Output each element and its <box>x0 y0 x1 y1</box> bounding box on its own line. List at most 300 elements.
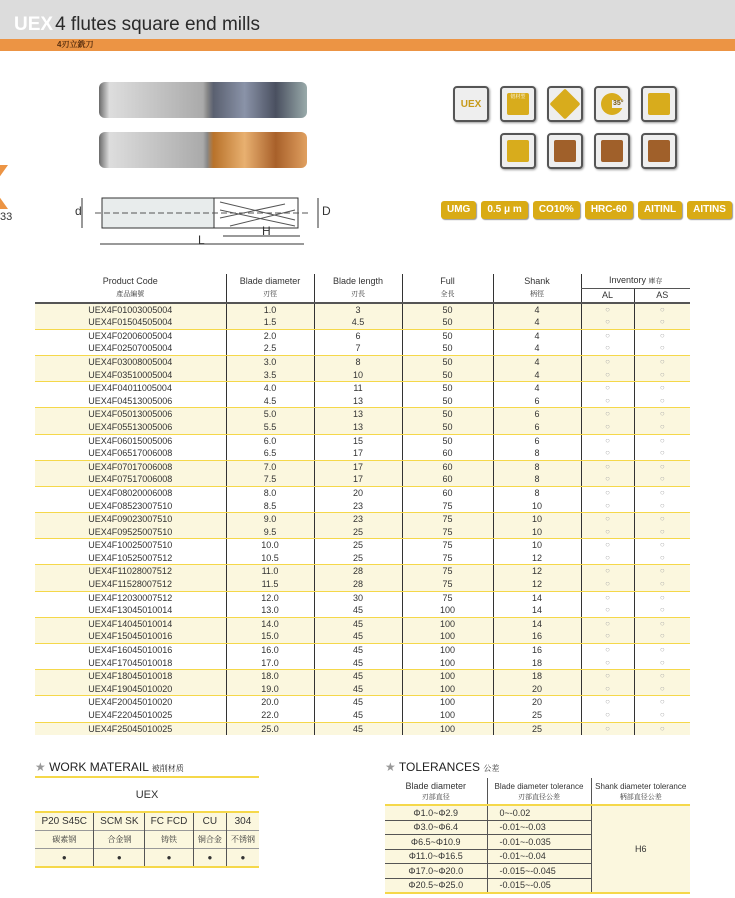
blade-length: 45 <box>314 696 402 709</box>
blade-tolerance: -0.015~-0.05 <box>487 878 591 893</box>
blade-diameter: 14.0 <box>226 617 314 630</box>
full-length: 50 <box>402 434 493 447</box>
tool-image-gold <box>99 132 307 168</box>
full-length: 50 <box>402 316 493 329</box>
table-row <box>35 552 690 565</box>
blade-diameter: 22.0 <box>226 709 314 722</box>
stock-al: ○ <box>581 709 634 722</box>
blade-length: 11 <box>314 382 402 395</box>
material-mark: ● <box>145 849 194 868</box>
table-row <box>35 316 690 329</box>
full-length: 75 <box>402 526 493 539</box>
shank: 4 <box>493 342 581 355</box>
material-mark: ● <box>193 849 226 868</box>
blade-diameter: 7.5 <box>226 473 314 486</box>
stock-as: ○ <box>634 486 690 499</box>
badge: 0.5 μ m <box>481 201 527 219</box>
header-inventory: Inventory 庫存 <box>581 274 690 289</box>
product-code: UEX4F01504505004 <box>35 316 226 329</box>
stock-al: ○ <box>581 552 634 565</box>
full-length: 100 <box>402 604 493 617</box>
table-row <box>35 644 690 657</box>
shank: 6 <box>493 395 581 408</box>
full-length: 50 <box>402 329 493 342</box>
stock-al: ○ <box>581 670 634 683</box>
stock-as: ○ <box>634 303 690 317</box>
diameter-range: Φ20.5~Φ25.0 <box>385 878 487 893</box>
tol-header-blade-tolerance: Blade diameter tolerance 刃部直径公差 <box>487 778 591 805</box>
helix-35-icon <box>594 86 630 122</box>
product-code: UEX4F15045010016 <box>35 630 226 643</box>
blade-diameter: 1.5 <box>226 316 314 329</box>
stock-as: ○ <box>634 434 690 447</box>
table-row <box>35 434 690 447</box>
stock-as: ○ <box>634 578 690 591</box>
header-shank: Shank 柄徑 <box>493 274 581 303</box>
table-row <box>35 486 690 499</box>
blade-diameter: 3.0 <box>226 355 314 368</box>
blade-diameter: 11.5 <box>226 578 314 591</box>
full-length: 60 <box>402 473 493 486</box>
blade-diameter: 12.0 <box>226 591 314 604</box>
material-en: FC FCD <box>145 812 194 831</box>
table-row <box>35 526 690 539</box>
material-mark: ● <box>226 849 259 868</box>
product-code: UEX4F07017006008 <box>35 460 226 473</box>
shank: 4 <box>493 303 581 317</box>
shoulder-milling-icon <box>594 133 630 169</box>
brand-label: UEX <box>14 14 54 35</box>
stock-as: ○ <box>634 316 690 329</box>
product-code: UEX4F16045010016 <box>88 645 173 656</box>
stock-al: ○ <box>581 395 634 408</box>
full-length: 75 <box>402 565 493 578</box>
blade-length: 17 <box>314 460 402 473</box>
table-row <box>35 539 690 552</box>
full-length: 100 <box>402 644 493 657</box>
stock-as: ○ <box>634 500 690 513</box>
table-row <box>35 355 690 368</box>
stock-al: ○ <box>581 617 634 630</box>
label-d: d <box>75 204 82 218</box>
blade-length: 45 <box>314 722 402 735</box>
material-cn: 铜合金 <box>193 831 226 849</box>
blade-length: 28 <box>314 565 402 578</box>
blade-length: 45 <box>314 670 402 683</box>
shank: 20 <box>493 683 581 696</box>
table-row <box>35 303 690 317</box>
product-code: UEX4F12030007512 <box>88 592 173 603</box>
shank: 10 <box>493 500 581 513</box>
full-length: 100 <box>402 683 493 696</box>
stock-as: ○ <box>634 447 690 460</box>
stock-as: ○ <box>634 513 690 526</box>
diameter-range: Φ11.0~Φ16.5 <box>385 849 487 864</box>
stock-al: ○ <box>581 683 634 696</box>
full-length: 60 <box>402 460 493 473</box>
stock-as: ○ <box>634 329 690 342</box>
table-row <box>35 382 690 395</box>
blade-diameter: 5.0 <box>226 408 314 421</box>
label-L: L <box>198 233 205 247</box>
dimension-diagram <box>70 190 340 250</box>
table-row <box>35 460 690 473</box>
label-D: D <box>322 204 331 218</box>
blade-length: 15 <box>314 434 402 447</box>
table-row <box>35 395 690 408</box>
diameter-range: Φ3.0~Φ6.4 <box>385 820 487 835</box>
tool-image-blue <box>99 82 307 118</box>
material-mark: ● <box>94 849 145 868</box>
header-blade-length: Blade length 刃長 <box>314 274 402 303</box>
header-as: AS <box>634 289 690 303</box>
stock-al: ○ <box>581 539 634 552</box>
blade-diameter: 19.0 <box>226 683 314 696</box>
material-en: SCM SK <box>94 812 145 831</box>
work-material-table <box>35 811 259 868</box>
blade-diameter: 11.0 <box>226 565 314 578</box>
blade-diameter: 25.0 <box>226 722 314 735</box>
material-cn: 合金钢 <box>94 831 145 849</box>
stock-al: ○ <box>581 303 634 317</box>
table-row <box>35 617 690 630</box>
tol-header-blade-diameter: Blade diameter 刃部直径 <box>405 780 467 801</box>
blade-length: 13 <box>314 395 402 408</box>
shank: 8 <box>493 486 581 499</box>
stock-as: ○ <box>634 670 690 683</box>
blade-length: 28 <box>314 578 402 591</box>
product-code: UEX4F06015005006 <box>88 435 173 446</box>
table-row <box>35 604 690 617</box>
material-cn: 铸铁 <box>145 831 194 849</box>
shank: 18 <box>493 657 581 670</box>
product-code: UEX4F08020006008 <box>88 487 173 498</box>
work-material-row <box>35 831 259 849</box>
page-number: 33 <box>0 211 13 223</box>
shank: 12 <box>493 578 581 591</box>
full-length: 50 <box>402 342 493 355</box>
shank: 4 <box>493 382 581 395</box>
product-code: UEX4F02006005004 <box>88 330 173 341</box>
stock-as: ○ <box>634 526 690 539</box>
shank: 16 <box>493 644 581 657</box>
blade-diameter: 6.0 <box>226 434 314 447</box>
product-code: UEX4F22045010025 <box>35 709 226 722</box>
table-row <box>35 408 690 421</box>
blade-diameter: 1.0 <box>226 303 314 317</box>
material-cn: 不锈钢 <box>226 831 259 849</box>
shank: 4 <box>493 316 581 329</box>
blade-diameter: 13.0 <box>226 604 314 617</box>
blade-length: 17 <box>314 473 402 486</box>
stock-as: ○ <box>634 539 690 552</box>
work-series: UEX <box>135 789 159 801</box>
stock-al: ○ <box>581 342 634 355</box>
product-code: UEX4F08523007510 <box>35 500 226 513</box>
product-code: UEX4F03008005004 <box>35 355 226 368</box>
diameter-range: Φ17.0~Φ20.0 <box>385 864 487 879</box>
table-row <box>35 591 690 604</box>
tolerances-title: ★ TOLERANCES 公差 <box>385 760 500 774</box>
table-row <box>35 513 690 526</box>
page-title <box>14 14 260 36</box>
blade-diameter: 10.5 <box>226 552 314 565</box>
stock-as: ○ <box>634 591 690 604</box>
blade-tolerance: -0.01~-0.035 <box>487 835 591 850</box>
stock-as: ○ <box>634 473 690 486</box>
slot-milling-icon <box>641 133 677 169</box>
blade-diameter: 6.5 <box>226 447 314 460</box>
blade-diameter: 8.0 <box>226 486 314 499</box>
stock-al: ○ <box>581 382 634 395</box>
table-row <box>35 342 690 355</box>
work-material-row <box>35 849 259 868</box>
table-row <box>35 683 690 696</box>
blade-tolerance: -0.01~-0.04 <box>487 849 591 864</box>
blade-length: 10 <box>314 369 402 382</box>
material-en: 304 <box>226 812 259 831</box>
shank: 12 <box>493 565 581 578</box>
material-en: P20 S45C <box>41 816 88 827</box>
shank: 8 <box>493 447 581 460</box>
stock-al: ○ <box>581 408 634 421</box>
stock-al: ○ <box>581 355 634 368</box>
blade-tolerance: -0.01~-0.03 <box>487 820 591 835</box>
cutting-direction-icon <box>500 133 536 169</box>
shank: 18 <box>493 670 581 683</box>
stock-as: ○ <box>634 552 690 565</box>
product-code: UEX4F25045010025 <box>35 722 226 735</box>
table-row <box>35 709 690 722</box>
blade-length: 45 <box>314 644 402 657</box>
stock-as: ○ <box>634 604 690 617</box>
table-row <box>35 696 690 709</box>
shank: 14 <box>493 604 581 617</box>
tol-header-shank-tolerance: Shank diameter tolerance 柄部直径公差 <box>591 778 690 805</box>
full-length: 75 <box>402 539 493 552</box>
blade-diameter: 4.0 <box>226 382 314 395</box>
stock-as: ○ <box>634 630 690 643</box>
shank: 12 <box>493 552 581 565</box>
blade-length: 8 <box>314 355 402 368</box>
shank: 25 <box>493 709 581 722</box>
shank: 4 <box>493 355 581 368</box>
table-row <box>35 473 690 486</box>
full-length: 50 <box>402 369 493 382</box>
badge: CO10% <box>533 201 580 219</box>
blade-diameter: 3.5 <box>226 369 314 382</box>
blade-length: 13 <box>314 421 402 434</box>
full-length: 75 <box>402 500 493 513</box>
helix-icon <box>641 86 677 122</box>
table-row <box>35 670 690 683</box>
divider <box>35 776 259 778</box>
blade-length: 45 <box>314 617 402 630</box>
blade-tolerance: 0~-0.02 <box>487 805 591 820</box>
stock-al: ○ <box>581 486 634 499</box>
blade-diameter: 9.5 <box>226 526 314 539</box>
stock-as: ○ <box>634 657 690 670</box>
stock-al: ○ <box>581 421 634 434</box>
stock-al: ○ <box>581 434 634 447</box>
product-code: UEX4F09525007510 <box>35 526 226 539</box>
shank: 10 <box>493 513 581 526</box>
blade-diameter: 2.0 <box>226 329 314 342</box>
blade-length: 45 <box>314 683 402 696</box>
product-code: UEX4F11528007512 <box>35 578 226 591</box>
product-code: UEX4F19045010020 <box>35 683 226 696</box>
blade-length: 45 <box>314 630 402 643</box>
stock-al: ○ <box>581 644 634 657</box>
blade-length: 6 <box>314 329 402 342</box>
product-code: UEX4F05513005006 <box>35 421 226 434</box>
full-length: 50 <box>402 355 493 368</box>
stock-as: ○ <box>634 617 690 630</box>
full-length: 60 <box>402 447 493 460</box>
product-code: UEX4F01003005004 <box>35 303 226 317</box>
side-milling-icon <box>547 133 583 169</box>
header-blade-diameter: Blade diameter 刃徑 <box>226 274 314 303</box>
tool-type-icon <box>500 86 536 122</box>
blade-diameter: 16.0 <box>226 644 314 657</box>
stock-al: ○ <box>581 316 634 329</box>
stock-as: ○ <box>634 709 690 722</box>
product-code: UEX4F11028007512 <box>35 565 226 578</box>
stock-as: ○ <box>634 395 690 408</box>
blade-length: 4.5 <box>314 316 402 329</box>
product-code: UEX4F18045010018 <box>35 670 226 683</box>
stock-al: ○ <box>581 604 634 617</box>
shank: 6 <box>493 421 581 434</box>
product-code: UEX4F06517006008 <box>35 447 226 460</box>
shank: 6 <box>493 434 581 447</box>
blade-length: 13 <box>314 408 402 421</box>
product-code: UEX4F09023007510 <box>35 513 226 526</box>
blade-diameter: 15.0 <box>226 630 314 643</box>
product-code: UEX4F04513005006 <box>35 395 226 408</box>
shank: 8 <box>493 473 581 486</box>
stock-al: ○ <box>581 565 634 578</box>
blade-diameter: 8.5 <box>226 500 314 513</box>
stock-as: ○ <box>634 696 690 709</box>
full-length: 75 <box>402 513 493 526</box>
product-code: UEX4F04011005004 <box>88 383 172 394</box>
diameter-range: Φ6.5~Φ10.9 <box>385 835 487 850</box>
badge: AITINL <box>638 201 682 219</box>
blade-length: 25 <box>314 526 402 539</box>
side-tab-icon <box>0 165 8 209</box>
stock-al: ○ <box>581 500 634 513</box>
tool-type-label: 铝材型 <box>510 94 526 100</box>
shank: 6 <box>493 408 581 421</box>
stock-al: ○ <box>581 460 634 473</box>
product-code: UEX4F13045010014 <box>35 604 226 617</box>
full-length: 50 <box>402 421 493 434</box>
full-length: 100 <box>402 696 493 709</box>
table-row <box>35 329 690 342</box>
stock-al: ○ <box>581 657 634 670</box>
full-length: 100 <box>402 630 493 643</box>
stock-as: ○ <box>634 342 690 355</box>
stock-al: ○ <box>581 630 634 643</box>
shank-tolerance: H6 <box>591 805 690 893</box>
shank: 25 <box>493 722 581 735</box>
blade-length: 7 <box>314 342 402 355</box>
badge: AITINS <box>687 201 732 219</box>
table-row <box>35 421 690 434</box>
table-row <box>35 630 690 643</box>
blade-diameter: 18.0 <box>226 670 314 683</box>
shank: 14 <box>493 591 581 604</box>
stock-al: ○ <box>581 329 634 342</box>
stock-as: ○ <box>634 369 690 382</box>
product-code: UEX4F07517006008 <box>35 473 226 486</box>
subtitle: 4刃立銑刀 <box>57 40 94 49</box>
product-code: UEX4F03510005004 <box>35 369 226 382</box>
material-en: CU <box>193 812 226 831</box>
shank: 10 <box>493 539 581 552</box>
label-H: H <box>262 224 271 238</box>
full-length: 100 <box>402 722 493 735</box>
full-length: 50 <box>402 303 493 317</box>
shank: 4 <box>493 369 581 382</box>
full-length: 50 <box>402 395 493 408</box>
full-length: 100 <box>402 657 493 670</box>
badge: UMG <box>441 201 476 219</box>
full-length: 75 <box>402 552 493 565</box>
uex-logo-icon: UEX <box>453 86 489 122</box>
work-material-title: ★ WORK MATERAIL 被削材质 <box>35 760 184 774</box>
four-flute-icon <box>547 86 583 122</box>
header-al: AL <box>581 289 634 303</box>
table-row <box>35 657 690 670</box>
shank: 8 <box>493 460 581 473</box>
helix-angle-label: 35° <box>613 100 624 107</box>
shank: 20 <box>493 696 581 709</box>
stock-al: ○ <box>581 578 634 591</box>
material-cn: 碳素钢 <box>52 835 77 844</box>
blade-length: 17 <box>314 447 402 460</box>
blade-diameter: 17.0 <box>226 657 314 670</box>
blade-diameter: 20.0 <box>226 696 314 709</box>
stock-al: ○ <box>581 591 634 604</box>
product-code: UEX4F10025007510 <box>88 540 173 551</box>
table-row <box>35 369 690 382</box>
stock-as: ○ <box>634 722 690 735</box>
table-row <box>35 565 690 578</box>
blade-length: 30 <box>314 591 402 604</box>
header-product-code: Product Code 產品編號 <box>102 275 158 298</box>
product-code: UEX4F05013005006 <box>35 408 226 421</box>
blade-length: 23 <box>314 513 402 526</box>
tolerance-row <box>385 805 690 820</box>
blade-diameter: 9.0 <box>226 513 314 526</box>
full-length: 50 <box>402 382 493 395</box>
blade-tolerance: -0.015~-0.045 <box>487 864 591 879</box>
product-table <box>35 274 690 735</box>
blade-length: 45 <box>314 604 402 617</box>
blade-length: 45 <box>314 657 402 670</box>
product-code: UEX4F20045010020 <box>88 697 173 708</box>
full-length: 50 <box>402 408 493 421</box>
product-code: UEX4F10525007512 <box>35 552 226 565</box>
blade-diameter: 5.5 <box>226 421 314 434</box>
blade-length: 20 <box>314 486 402 499</box>
badge: HRC-60 <box>585 201 633 219</box>
blade-diameter: 2.5 <box>226 342 314 355</box>
shank: 14 <box>493 617 581 630</box>
stock-al: ○ <box>581 473 634 486</box>
